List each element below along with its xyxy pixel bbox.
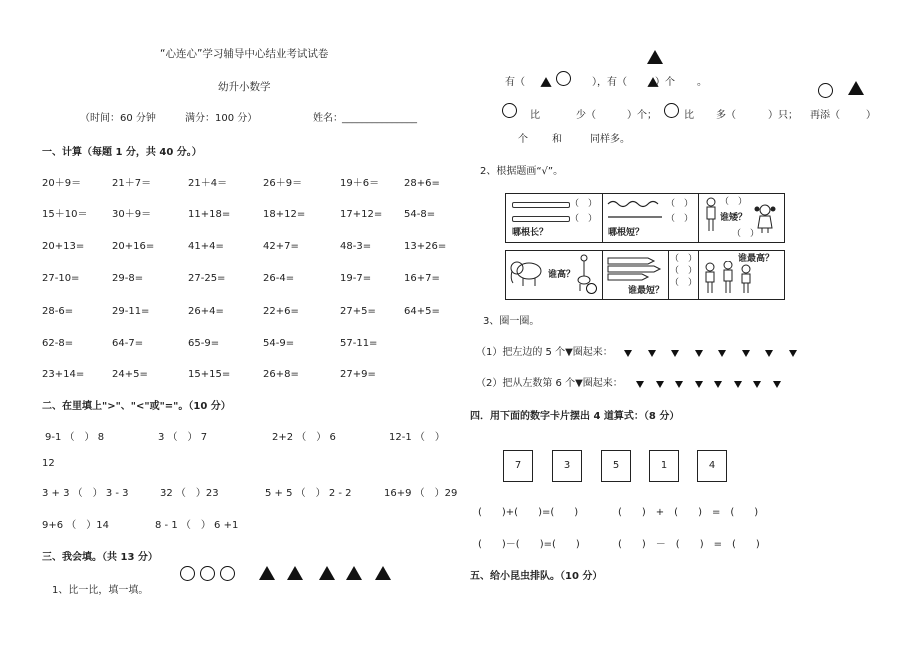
answer-paren: （ ） [666, 214, 694, 224]
compare-item: 12 [42, 458, 55, 469]
calc-item: 13+26= [404, 241, 447, 252]
stick-icon [512, 216, 570, 222]
fill-text: ）只； [768, 110, 798, 121]
compare-item: 32 （ ）23 [160, 488, 219, 499]
circle-icon [818, 83, 833, 98]
down-triangle-icon [789, 350, 797, 357]
circle-icon [180, 566, 195, 581]
calc-item: 54-8= [404, 209, 436, 220]
down-triangle-icon [742, 350, 750, 357]
circle-icon [502, 103, 517, 118]
number-card: 5 [601, 450, 631, 482]
answer-paren: （ ） [732, 229, 760, 239]
calc-item: 26+4= [188, 306, 224, 317]
down-triangle-icon [656, 381, 664, 388]
calc-item: 27+9= [340, 369, 376, 380]
calc-item: 26+8= [263, 369, 299, 380]
circle-icon [664, 103, 679, 118]
fill-text: 。 [697, 77, 707, 88]
down-triangle-icon [636, 381, 644, 388]
compare-item: 8 - 1 （ ） 6 +1 [155, 520, 239, 531]
answer-paren: （ ） [570, 199, 598, 209]
fill-text: ）个； [627, 110, 657, 121]
calc-item: 42+7= [263, 241, 299, 252]
circle-icon [556, 71, 571, 86]
calc-item: 27-10= [42, 273, 80, 284]
section1-heading: 一、计算（每题 1 分，共 40 分。） [42, 147, 202, 158]
fill-text: 比 [530, 110, 540, 121]
elephant-icon [509, 259, 547, 287]
fill-text: 有（ [505, 77, 525, 88]
compare-item: 3 （ ） 7 [158, 432, 208, 443]
compare-item: 16+9 （ ）29 [384, 488, 458, 499]
calc-item: 62-8= [42, 338, 74, 349]
question-lower: 谁矮？ [720, 213, 748, 223]
picture-box-row-2 [505, 250, 785, 300]
equation-subtract: ( )－( )=( ) [478, 539, 580, 550]
circle-icon [200, 566, 215, 581]
down-triangle-icon [648, 350, 656, 357]
compare-item: 3 + 3 （ ） 3 - 3 [42, 488, 129, 499]
calc-item: 23+14= [42, 369, 85, 380]
down-triangle-icon [718, 350, 726, 357]
fill-text: 个 [518, 134, 528, 145]
triangle-icon [319, 566, 335, 580]
compare-item: 5 + 5 （ ） 2 - 2 [265, 488, 352, 499]
question-highest: 谁最高？ [738, 254, 775, 264]
fill-text: 再添（ [810, 110, 840, 121]
calc-item: 26＋9＝ [263, 178, 303, 189]
calc-item: 24+5= [112, 369, 148, 380]
section5-heading: 五、给小昆虫排队。（10 分） [470, 571, 603, 582]
fill-text: 多（ [716, 110, 736, 121]
fill-text: 少（ [576, 110, 596, 121]
q3-label: 3、圈一圈。 [483, 316, 540, 327]
fill-text: 和 [552, 134, 562, 145]
circle-icon [220, 566, 235, 581]
calc-item: 19-7= [340, 273, 372, 284]
down-triangle-icon [753, 381, 761, 388]
triangle-icon [647, 50, 663, 64]
triangle-icon [848, 81, 864, 95]
down-triangle-icon [734, 381, 742, 388]
calc-item: 15+15= [188, 369, 231, 380]
triangle-icon [540, 77, 551, 87]
circle-icon [586, 283, 597, 294]
calc-item: 21＋4＝ [188, 178, 228, 189]
calc-item: 16+7= [404, 273, 440, 284]
down-triangle-icon [773, 381, 781, 388]
calc-item: 26-4= [263, 273, 295, 284]
number-card: 7 [503, 450, 533, 482]
calc-item: 30＋9＝ [112, 209, 152, 220]
calc-item: 64-7= [112, 338, 144, 349]
section2-heading: 二、在里填上">"、"<"或"="。（10 分） [42, 401, 231, 412]
calc-item: 22+6= [263, 306, 299, 317]
exam-subtitle: 幼升小数学 [218, 81, 271, 93]
section3-heading: 三、我会填。（共 13 分） [42, 552, 158, 563]
q2-label: 2、根据题画“√”。 [480, 166, 564, 177]
calc-item: 20+16= [112, 241, 155, 252]
question-longer: 哪根长？ [512, 228, 549, 238]
exam-title: “心连心”学习辅导中心结业考试试卷 [160, 48, 329, 60]
calc-item: 27+5= [340, 306, 376, 317]
calc-item: 18+12= [263, 209, 306, 220]
question-shortest: 谁最短？ [628, 286, 665, 296]
calc-item: 27-25= [188, 273, 226, 284]
calc-item: 20＋9＝ [42, 178, 82, 189]
q3-part2: （2）把从左数第 6 个▼圈起来： [476, 378, 623, 389]
stick-icon [512, 202, 570, 208]
number-card: 4 [697, 450, 727, 482]
calc-item: 29-8= [112, 273, 144, 284]
compare-item: 9-1 （ ） 8 [45, 432, 105, 443]
answer-paren: （ ） [670, 278, 698, 288]
pencils-icon [606, 255, 664, 281]
compare-item: 9+6 （ ）14 [42, 520, 110, 531]
fill-text: ） [866, 110, 876, 121]
calc-item: 28-6= [42, 306, 74, 317]
fill-text: 同样多。 [590, 134, 630, 145]
calc-item: 48-3= [340, 241, 372, 252]
fill-text: ）个 [655, 77, 675, 88]
calc-item: 21＋7＝ [112, 178, 152, 189]
calc-item: 41+4= [188, 241, 224, 252]
triangle-icon [346, 566, 362, 580]
wavy-line-icon [606, 198, 664, 224]
boy-icon [704, 197, 718, 233]
down-triangle-icon [695, 350, 703, 357]
triangle-icon [259, 566, 275, 580]
down-triangle-icon [714, 381, 722, 388]
answer-paren: （ ） [570, 214, 598, 224]
calc-item: 15＋10＝ [42, 209, 88, 220]
answer-paren: （ ） [720, 197, 748, 207]
answer-paren: （ ） [670, 266, 698, 276]
picture-box-row-1 [505, 193, 785, 243]
name-label: 姓名： [313, 113, 343, 124]
number-card: 1 [649, 450, 679, 482]
calc-item: 11+18= [188, 209, 231, 220]
triangle-icon [287, 566, 303, 580]
answer-paren: （ ） [666, 199, 694, 209]
down-triangle-icon [675, 381, 683, 388]
equation-subtract: ( ) － ( ) = ( ) [618, 539, 760, 550]
name-line: _______________ [342, 113, 417, 124]
down-triangle-icon [624, 350, 632, 357]
three-children-icon [702, 261, 758, 295]
q3-part1: （1）把左边的 5 个▼圈起来： [476, 347, 613, 358]
full-score: 满分：100 分） [185, 113, 258, 124]
equation-add: ( )+( )=( ) [478, 507, 579, 518]
calc-item: 20+13= [42, 241, 85, 252]
down-triangle-icon [671, 350, 679, 357]
calc-item: 19＋6＝ [340, 178, 380, 189]
down-triangle-icon [765, 350, 773, 357]
time-limit: （时间：60 分钟 [80, 113, 156, 124]
calc-item: 65-9= [188, 338, 220, 349]
triangle-icon [375, 566, 391, 580]
question-shorter: 哪根短？ [608, 228, 645, 238]
calc-item: 29-11= [112, 306, 150, 317]
compare-item: 12-1 （ ） [389, 432, 445, 443]
calc-item: 54-9= [263, 338, 295, 349]
calc-item: 28+6= [404, 178, 440, 189]
answer-paren: （ ） [670, 254, 698, 264]
calc-item: 64+5= [404, 306, 440, 317]
calc-item: 17+12= [340, 209, 383, 220]
number-card: 3 [552, 450, 582, 482]
section4-heading: 四．用下面的数字卡片摆出 4 道算式：（8 分） [470, 411, 680, 422]
calc-item: 57-11= [340, 338, 378, 349]
fill-text: ），有（ [592, 77, 627, 88]
down-triangle-icon [695, 381, 703, 388]
question-taller: 谁高？ [548, 270, 576, 280]
compare-item: 2+2 （ ） 6 [272, 432, 336, 443]
fill-text: 比 [684, 110, 694, 121]
q1-label: 1、比一比，填一填。 [52, 585, 149, 596]
equation-add: ( ) + ( ) = ( ) [618, 507, 759, 518]
